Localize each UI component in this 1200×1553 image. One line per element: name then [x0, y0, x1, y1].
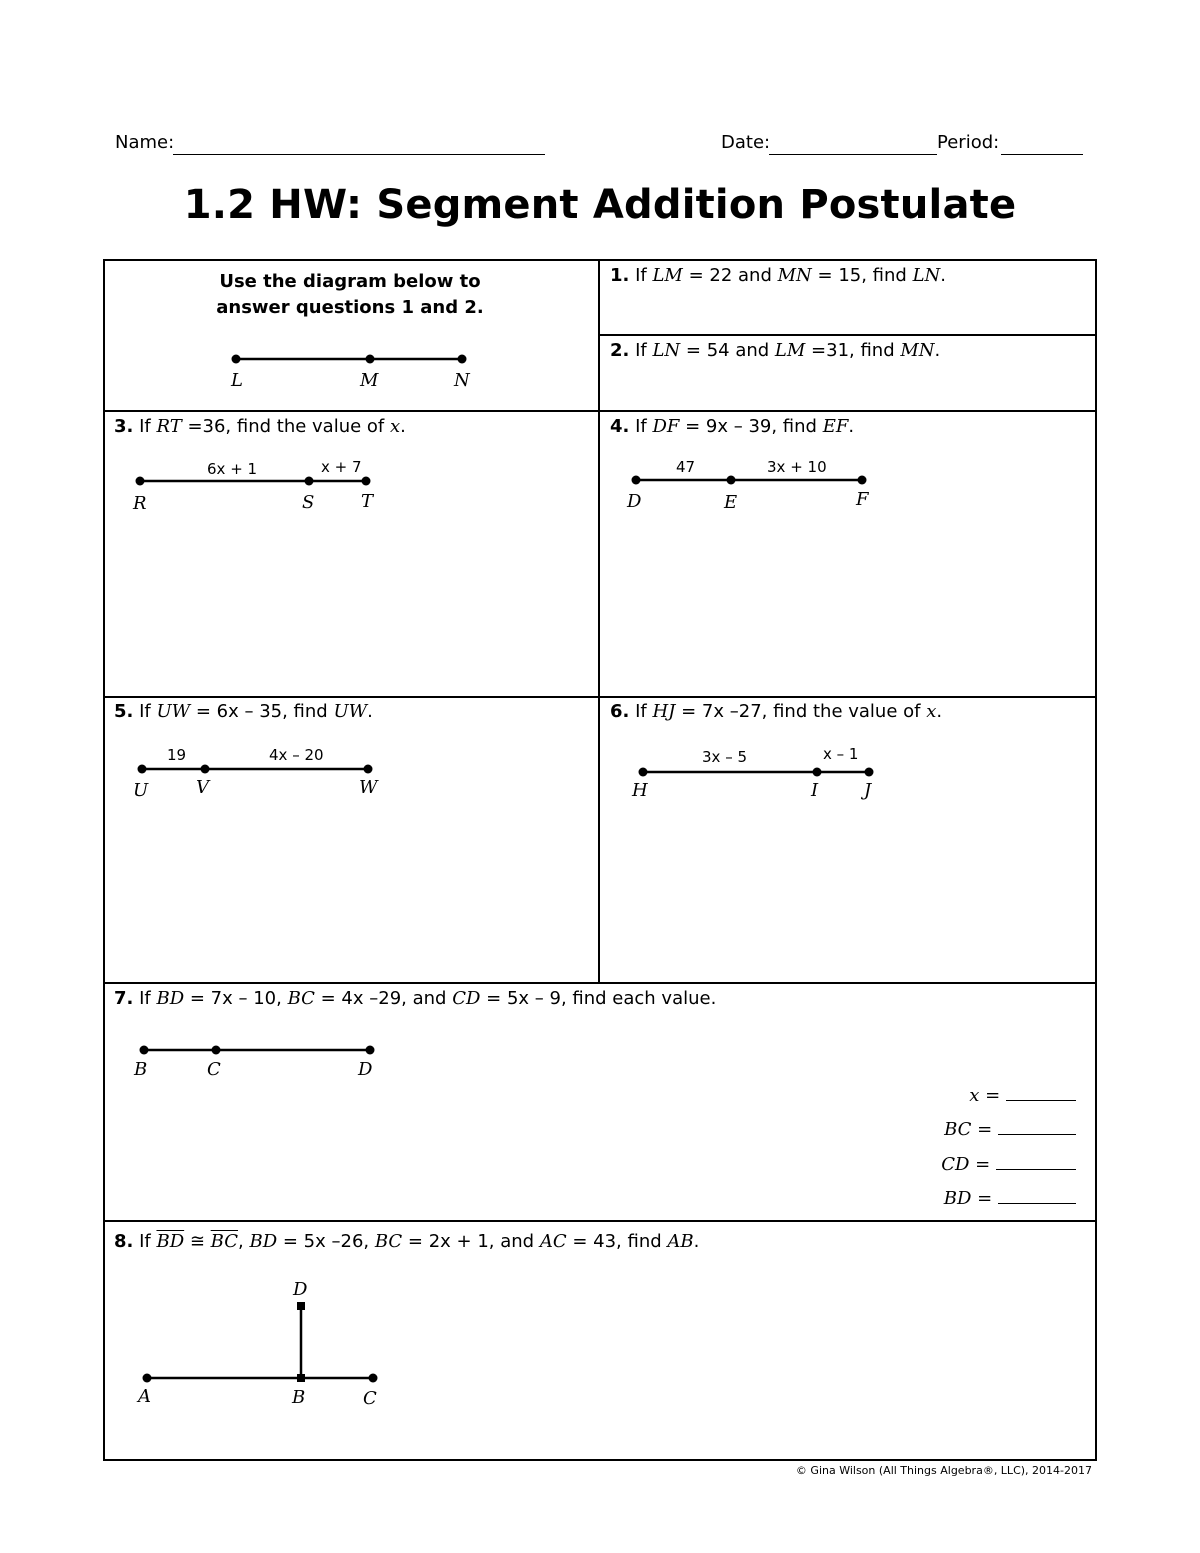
point-s — [305, 477, 314, 486]
label-i: I — [811, 780, 819, 801]
label-ij: x – 1 — [823, 745, 859, 763]
q8-var-f: AB — [667, 1231, 694, 1252]
label-ef: 3x + 10 — [767, 458, 827, 476]
point-c — [212, 1046, 221, 1055]
q4-number: 4. — [610, 416, 630, 437]
point-e — [727, 476, 736, 485]
diagram-def — [626, 458, 870, 513]
q2-text: = 54 and — [680, 340, 775, 361]
label-f: F — [856, 489, 869, 510]
answer-bc-label: BC = — [944, 1119, 993, 1140]
q2-text: If — [629, 340, 653, 361]
q7-var-c: CD — [452, 988, 481, 1009]
date-label: Date: — [721, 132, 771, 153]
q4-text: If — [629, 416, 653, 437]
point-c — [369, 1374, 378, 1383]
q5-text: If — [133, 701, 157, 722]
label-a: A — [138, 1386, 151, 1407]
q6-text: If — [629, 701, 653, 722]
q5-number: 5. — [114, 701, 134, 722]
q6-number: 6. — [610, 701, 630, 722]
q4-var-b: EF — [822, 416, 849, 437]
diagram-abcd — [136, 1279, 378, 1409]
q3-text: If — [133, 416, 157, 437]
q1-number: 1. — [610, 265, 630, 286]
answer-bd-label: BD = — [943, 1188, 993, 1209]
q4-text: = 9x – 39, find — [679, 416, 823, 437]
diagram-uvw — [133, 746, 379, 801]
q8-segment-bd: $\overline{BD}$ — [156, 1231, 185, 1252]
q8-congruent: ≅ — [184, 1231, 211, 1252]
q8-var-e: AC — [539, 1231, 567, 1252]
instructions-line1: Use the diagram below to — [219, 271, 481, 292]
point-b — [140, 1046, 149, 1055]
instructions-line2: answer questions 1 and 2. — [216, 297, 484, 318]
label-e: E — [724, 492, 738, 513]
point-w — [364, 765, 373, 774]
point-r — [136, 477, 145, 486]
q8-text: If — [133, 1231, 157, 1252]
label-d: D — [358, 1059, 373, 1080]
q1-var-b: MN — [777, 265, 812, 286]
q7-text: = 7x – 10, — [184, 988, 288, 1009]
label-st: x + 7 — [321, 458, 362, 476]
point-n — [458, 355, 467, 364]
q2-number: 2. — [610, 340, 630, 361]
q2-var-c: MN — [900, 340, 935, 361]
q4-text: . — [848, 416, 855, 437]
point-d — [297, 1302, 305, 1310]
q7-text: = 4x –29, and — [314, 988, 453, 1009]
q6-var-b: x — [926, 701, 937, 722]
label-w: W — [359, 777, 378, 798]
q3-number: 3. — [114, 416, 134, 437]
label-de: 47 — [676, 458, 696, 476]
label-vw: 4x – 20 — [269, 746, 324, 764]
label-l: L — [231, 370, 243, 391]
q1-text: . — [940, 265, 947, 286]
q7-var-a: BD — [156, 988, 185, 1009]
page-title: 1.2 HW: Segment Addition Postulate — [183, 182, 1017, 228]
copyright: © Gina Wilson (All Things Algebra®, LLC), 2014-2017 — [795, 1464, 1092, 1477]
answer-cd-label: CD = — [941, 1154, 991, 1175]
point-h — [639, 768, 648, 777]
q2-text: . — [934, 340, 941, 361]
q5-var-b: UW — [333, 701, 368, 722]
diagram-rst — [132, 458, 375, 514]
label-t: T — [361, 491, 374, 512]
q8-text: , — [238, 1231, 250, 1252]
answer-x-label: x = — [969, 1085, 1001, 1106]
label-hi: 3x – 5 — [702, 748, 747, 766]
point-f — [858, 476, 867, 485]
period-label: Period: — [937, 132, 1000, 153]
q3-text: . — [400, 416, 406, 437]
q8-segment-bc: $\overline{BC}$ — [210, 1231, 239, 1252]
label-b: B — [292, 1387, 306, 1408]
label-h: H — [632, 780, 648, 801]
q8-text: = 2x + 1, and — [402, 1231, 540, 1252]
point-d — [632, 476, 641, 485]
label-s: S — [302, 492, 315, 513]
q8-number: 8. — [114, 1231, 134, 1252]
q5-text: = 6x – 35, find — [190, 701, 334, 722]
point-u — [138, 765, 147, 774]
point-d — [366, 1046, 375, 1055]
q1-text: = 15, find — [811, 265, 913, 286]
point-j — [865, 768, 874, 777]
q1-text: = 22 and — [682, 265, 778, 286]
q8-text: . — [693, 1231, 700, 1252]
label-d: D — [627, 491, 642, 512]
q8-var-c: BD — [249, 1231, 278, 1252]
q2-var-b: LM — [774, 340, 806, 361]
q3-var-a: RT — [156, 416, 182, 437]
q8-text: = 5x –26, — [277, 1231, 375, 1252]
q7-number: 7. — [114, 988, 134, 1009]
label-rs: 6x + 1 — [207, 460, 258, 478]
q7-var-b: BC — [287, 988, 315, 1009]
diagram-lmn — [230, 355, 471, 392]
q1-var-a: LM — [652, 265, 683, 286]
q7-text: If — [133, 988, 157, 1009]
q3-var-b: x — [389, 416, 401, 437]
q4-var-a: DF — [652, 416, 680, 437]
label-c: C — [363, 1388, 377, 1409]
q1-var-c: LN — [912, 265, 941, 286]
q8-var-d: BC — [374, 1231, 403, 1252]
q6-text: . — [936, 701, 943, 722]
label-r: R — [133, 493, 147, 514]
q5-text: . — [367, 701, 373, 722]
q8-text: = 43, find — [566, 1231, 668, 1252]
point-i — [813, 768, 822, 777]
q6-var-a: HJ — [652, 701, 676, 722]
label-u: U — [133, 780, 149, 801]
q1-text: If — [629, 265, 653, 286]
point-b — [297, 1374, 305, 1382]
label-j: J — [864, 780, 872, 801]
q7-text: = 5x – 9, find each value. — [480, 988, 717, 1009]
point-v — [201, 765, 210, 774]
q5-var-a: UW — [156, 701, 191, 722]
q6-text: = 7x –27, find the value of — [675, 701, 927, 722]
point-m — [366, 355, 375, 364]
diagram-hij — [631, 745, 874, 801]
name-label: Name: — [115, 132, 175, 153]
q3-text: =36, find the value of — [181, 416, 390, 437]
label-n: N — [454, 370, 470, 391]
q2-text: =31, find — [805, 340, 901, 361]
point-a — [143, 1374, 152, 1383]
label-uv: 19 — [167, 746, 187, 764]
point-l — [232, 355, 241, 364]
label-v: V — [196, 777, 209, 798]
label-b: B — [134, 1059, 148, 1080]
label-c: C — [207, 1059, 221, 1080]
diagram-bcd — [133, 1046, 375, 1081]
point-t — [362, 477, 371, 486]
q2-var-a: LN — [652, 340, 681, 361]
label-d: D — [293, 1279, 308, 1300]
label-m: M — [360, 370, 379, 391]
